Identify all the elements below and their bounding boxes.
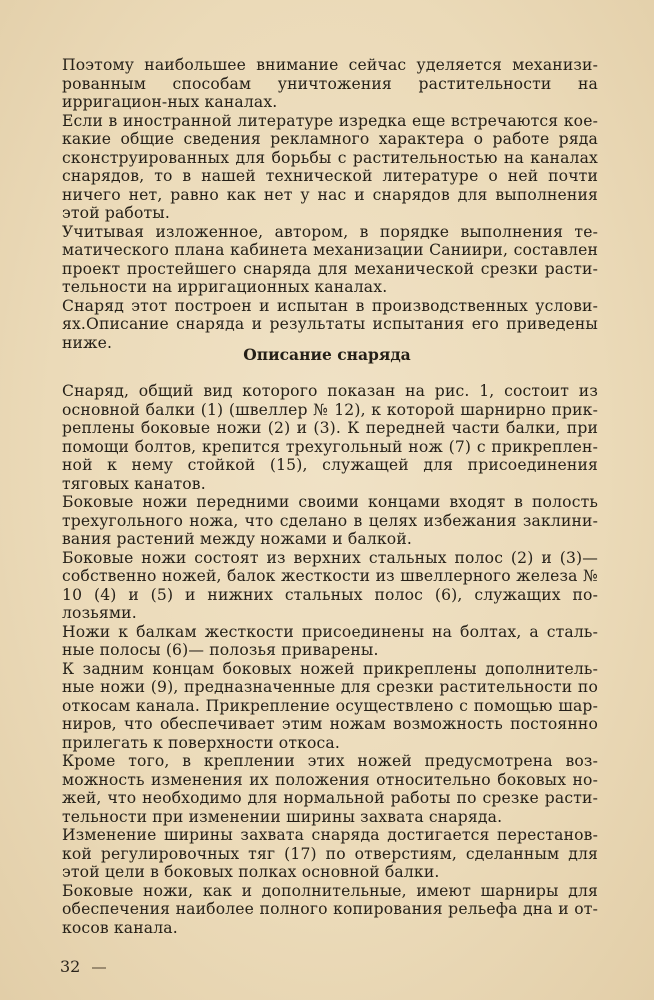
paragraph: Снаряд, общий вид которого показан на рис. 1, состоит из основной балки (1) (швеллер № 12), к которой шарнирно прик-реплены боковые ножи (2) и (3). К передней части балки, при помощи болтов, крепится трехугольный нож (7) с прикреплен-ной к нему стойкой (15), служащей для присоединения тяговых канатов. [62,382,598,493]
paragraph: Изменение ширины захвата снаряда достигается перестанов-кой регулировочных тяг (17) по отверстиям, сделанным для этой цели в боковых полках основной балки. [62,826,598,881]
page-number: 32 [60,957,81,976]
decorative-dash [92,967,106,969]
paragraph: Боковые ножи передними своими концами входят в полость трехугольного ножа, что сделано в целях избежания заклини-вания растений между ножами и балкой. [62,493,598,548]
text-block-intro [62,56,598,352]
paragraph: Поэтому наибольшее внимание сейчас уделяется механизи-рованным способам уничтожения растительности на ирригацион-ных каналах. [62,56,598,111]
section-heading: Описание снаряда [243,345,411,364]
paragraph: Боковые ножи, как и дополнительные, имеют шарниры для обеспечения наиболее полного копирования рельефа дна и от-косов канала. [62,881,598,937]
paragraph: Учитывая изложенное, автором, в порядке выполнения те-матического плана кабинета механизации Саниири, составлен проект простейшего снаряда для механической срезки расти-тельности на ирригационных каналах. [62,222,598,296]
paragraph: Снаряд этот построен и испытан в производственных услови-ях.Описание снаряда и результаты испытания его приведены ниже. [62,296,598,352]
paragraph: Боковые ножи состоят из верхних стальных полос (2) и (3)— собственно ножей, балок жесткости из швеллерного железа № 10 (4) и (5) и нижних стальных полос (6), служащих по-лозьями. [62,548,598,622]
text-block-description [62,382,598,937]
paragraph: К задним концам боковых ножей прикреплены дополнитель-ные ножи (9), предназначенные для срезки растительности по откосам канала. Прикрепление осуществлено с помощью шар-ниров, что обеспечивает этим ножам возможность постоянно прилегать к поверхности откоса. [62,659,598,752]
paragraph: Если в иностранной литературе изредка еще встречаются кое-какие общие сведения рекламного характера о работе ряда сконструированных для борьбы с растительностью на каналах снарядов, то в нашей технической литературе о ней почти ничего нет, равно как нет у нас и снарядов для выполнения этой работы. [62,111,598,222]
paragraph: Ножи к балкам жесткости присоединены на болтах, а сталь-ные полосы (6)— полозья приварены. [62,622,598,659]
paragraph: Кроме того, в креплении этих ножей предусмотрена воз-можность изменения их положения относительно боковых но-жей, что необходимо для нормальной работы по срезке расти-тельности при изменении ширины захвата снаряда. [62,752,598,826]
